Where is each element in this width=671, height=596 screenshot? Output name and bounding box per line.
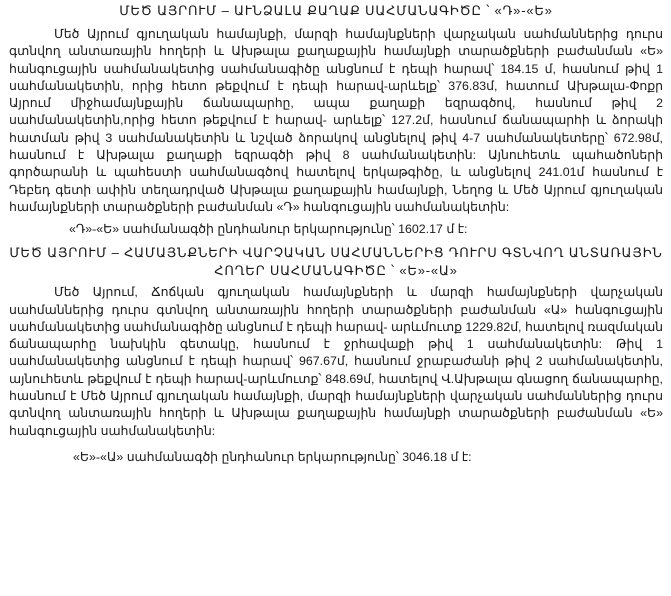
section-2-total-length: «Ե»-«Ա» սահմանագծի ընդհանուր երկարությունը՝ 3046.18 մ է: — [73, 449, 472, 464]
section-2-heading — [9, 244, 663, 280]
section-1-total-length: «Դ»-«Ե» սահմանագծի ընդհանուր երկարությունը՝ 1602.17 մ է: — [69, 222, 468, 237]
section-2-paragraph: Մեծ Այրում, Ճոճկան գյուղական համայնքների և մարզի համայնքների վարչական սահմաններից դուրս գտնվող անտառային հողերի տարածքների բաժանման «Ա» հանգուցային սահմանակետից սահմանագիծը անցնում է դեպի հարավ- արևմուտք 1229.82մ, հատելով ռազմական ճանապարհը նախկին գետակը, հասնում է ջրհավաքի թիվ 1 սահմանակետին: Թիվ 1 սահմանակետից անցնում է դեպի հարավ՝ 967.67մ, հասնում ջրաբաժանի թիվ 2 սահմանակետին, այնուհետև թեքվում է դեպի հարավ-արևմուտք՝ 848.69մ, հատելով Վ.Ախթալա գնացող ճանապարհը, հասնում է Մեծ Այրում գյուղական համայնքի, մարզի համայնքների վարչական սահմաններից դուրս գտնվող անտառային հողերի և Ախթալա քաղաքային համայնքի տարածքների բաժանման «Ե» հանգուցային սահմանակետին: — [9, 285, 663, 438]
section-2-heading-line-1: ՄԵԾ ԱՅՐՈՒՄ – ՀԱՄԱՅՆՔՆԵՐԻ ՎԱՐՉԱԿԱՆ ՍԱՀՄԱՆՆԵՐԻՑ ԴՈՒՐՍ ԳՏՆՎՈՂ ԱՆՏԱՌԱՅԻՆ — [9, 245, 663, 261]
section-1-paragraph: Մեծ Այրում գյուղական համայնքի, մարզի համայնքների վարչական սահմաններից դուրս գտնվող անտառային հողերի և Ախթալա քաղաքային համայնքի տարածքների բաժանման «Ե» հանգուցային սահմանակետից սահմանագիծը անցնում է դեպի հարավ՝ 184.15 մ, հասնում թիվ 1 սահմանակետին, որից հետո թեքվում է դեպի հարավ-արևելք՝ 376.83մ, հատում Ախթալա-Փոքր Այրում միջհամայնքային ճանապարհը, ապա քաղաքի եզրագծով, հասնում թիվ 2 սահմանակետին,որից հետո թեքվում է հարավ- արևելք՝ 127.2մ, հասնում ճանապարհի և ձորակի հատման թիվ 3 սահմանակետին և նշված ձորակով անցնելով թիվ 4-7 սահմանակետերը՝ 672.98մ, հասնում է Ախթալա քաղաքի եզրագծի թիվ 8 սահմանակետին: Այնուհետև պահածոների գործարանի և պահեստի սահմանագծով հատելով երկաթգիծը, և անցնելով 241.01մ հասնում է Դեբեդ գետի ափին տեղադրված Ախթալա քաղաքային համայնքի, Նեղոց և Մեծ Այրում գյուղական համայնքների տարածքների բաժանման «Դ» հանգուցային սահմանակետին: — [9, 27, 663, 214]
section-2-heading-line-2: ՀՈՂԵՐ ՍԱՀՄԱՆԱԳԻԾԸ ՝ «Ե»-«Ա» — [214, 263, 458, 279]
section-1-heading: ՄԵԾ ԱՅՐՈՒՄ – ԱՒՆՁԱԼԱ ՔԱՂԱՔ ՍԱՀՄԱՆԱԳԻԾԸ ՝ «Դ»-«Ե» — [119, 3, 553, 18]
